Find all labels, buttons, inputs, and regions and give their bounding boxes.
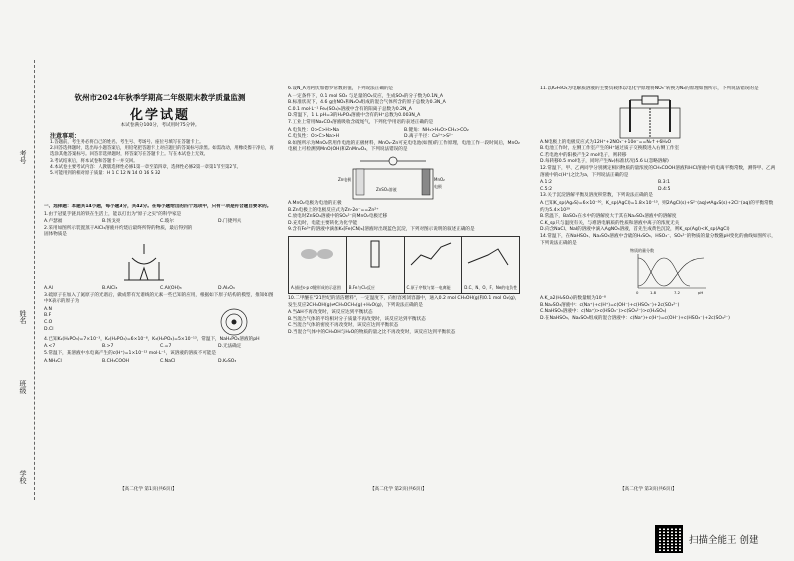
q9-cell-b	[347, 237, 405, 293]
question-11: 11.以K₂FeO₄为电解质溶液的主要负载体以电化学原理将NO₃⁻转换为N₂的原理如图所示，下列说法错误的是	[540, 86, 759, 91]
column-3	[540, 86, 776, 486]
q4-options	[44, 344, 276, 351]
zn-label: Zn电极	[338, 176, 352, 182]
battery-figure	[338, 155, 448, 201]
option: D.4:5	[658, 186, 671, 192]
cell-caption: A.描述s-p σ键形成的示意图	[291, 285, 341, 291]
q5-options	[44, 359, 276, 366]
option: D.充电时，电能主要转化为化学能	[288, 220, 358, 226]
option: A.N	[44, 306, 52, 312]
option: C.0.1 mol·L⁻¹ Fe₂(SO₄)₃溶液中含有的阳离子总数为0.2N_A	[288, 106, 412, 112]
option: A.当ΔH不再改变时，该反应达到平衡状态	[288, 310, 373, 316]
option: D.Al₂O₃	[218, 285, 235, 291]
option: D.向含NaCl、NaI的溶液中滴入AgNO₃溶液，首先生成黄色沉淀，则K_sp(AgI)<K_sp(AgCl)	[540, 227, 730, 233]
question-5: 5.常温下，某溶液中水电离产生的c(H⁺)=1×10⁻¹³ mol·L⁻¹，该溶液的溶质不可能是	[44, 350, 217, 356]
evaporation-apparatus-figure	[104, 240, 184, 286]
page-footer-2: 【高二化学 第2页(共6页)】	[370, 487, 427, 492]
question-14: 14.常温下，在NaHSO₃、Na₂SO₃溶液中含硫的H₂SO₃、HSO₃⁻、SO₃²⁻的物质的量分数随pH变化的曲线如图所示，下列说法正确的是	[540, 233, 776, 246]
question-8: 8.如图所示为MnO₂常用作电池的正极材料，MnO₂-Zn可充电电池(如图)的工作原理，电池工作一段时间后，MnO₂电极上可检测到MnO(OH)和ZnMn₂O₄，下列说法错误的是	[288, 140, 520, 153]
scanner-watermark	[655, 524, 790, 554]
atom-model-figure	[214, 307, 254, 337]
binding-line	[34, 60, 35, 500]
question-7: 7.工业上常用Na₂CO₃溶液吸收含硫尾气，下列化学用语的表述正确的是	[288, 119, 434, 125]
option: D.门捷列夫	[218, 219, 242, 225]
option: C.5:2	[540, 186, 553, 192]
speciation-curves	[630, 248, 710, 296]
option: B.Na₂SO₃溶液中：c(Na⁺)+c(H⁺)=c(OH⁻)+c(HSO₃⁻)+2c(SO₃²⁻)	[540, 302, 680, 308]
option: B.汤戈亮	[102, 219, 121, 225]
q2-options	[44, 286, 276, 293]
question-13: 13.关于沉淀溶解平衡及溶度积常数，下列说法正确的是	[540, 193, 653, 199]
exam-no-label: 考号	[19, 150, 27, 164]
battery-diagram	[338, 155, 448, 201]
option: A.NH₄Cl	[44, 358, 62, 364]
option: C.玻尔	[160, 219, 174, 225]
option: D.当混合气体中的CH₃OH与H₂O的物质的量之比不再改变时，该反应达到平衡状态	[288, 329, 456, 335]
option: B.>7	[102, 344, 114, 350]
q7-options	[288, 128, 520, 141]
option: D.每转移0.5 mol电子，同时产生N₂(标准状况)5.6 L(忽略溶解)	[540, 159, 669, 165]
q9-cell-c	[405, 237, 463, 293]
question-1: 1.由于冠冕手链具的铁在生活上，能以打出为"原子之实"的科学家是	[44, 211, 182, 217]
option: B.AlCl₃	[102, 285, 118, 291]
exam-meta: 本试卷满分100分，考试用时75分钟。	[120, 123, 200, 128]
q1-options	[44, 219, 276, 226]
note-item: 4.本试卷主要考试内容：人教版选择性必修1第一章至第四章，选择性必修2第一章第1节至第2节。	[50, 164, 241, 170]
page-footer-1: 【高二化学 第1页(共6页)】	[120, 487, 177, 492]
q9-cell-a	[289, 237, 347, 293]
question-9: 9.含有Fe³⁺的溶液中滴加K₃[Fe(CN)₆]溶液时出现蓝色沉淀，下列对图示说明的叙述正确的是	[288, 227, 475, 233]
cell-caption: B.Fe与Cl₂反应	[348, 285, 375, 291]
subject-title: 化学试题	[129, 108, 190, 123]
ionization-chart	[405, 237, 461, 271]
page-footer-3: 【高二化学 第3页(共6页)】	[620, 487, 677, 492]
notes-list	[50, 140, 274, 177]
question-4: 4.已知K₁(H₂PO₃)=7×10⁻³，K₂(H₂PO₃)=6×10⁻⁸，K₃(H₂PO₄)=5×10⁻¹³，常温下，NaH₂PO₄溶液的pH	[44, 336, 260, 342]
option: A.K_a2(H₂SO₃)的数量级为10⁻⁸	[540, 296, 606, 302]
question-3: 3.硫原子在加入了氮原子的光谱后，做成带有光谱线的元素一些已知的应用，根据如下原子结构的模型，推知如图中X表示的原子为	[44, 292, 274, 305]
chart-tick: 1.8	[650, 290, 657, 296]
question-6: 6.设N_A为阿伏加德罗常数的值，下列说法正确的是	[288, 86, 394, 91]
option: B.标准状况下，4.6 g由NO₂和N₂O₄组成的混合气体所含的原子总数为0.3N_A	[288, 100, 446, 106]
option: C.若电池中的阳极产生2 mol电子，则转移	[540, 152, 627, 158]
binding-strip	[4, 60, 38, 500]
option: C.NaHSO₃溶液中：c(Na⁺)>c(HSO₃⁻)>c(SO₃²⁻)>c(H₂SO₃)	[540, 309, 667, 315]
option: A.1:2	[540, 180, 552, 186]
q12-options	[540, 180, 776, 193]
electronegativity-chart	[462, 237, 518, 271]
notes-heading: 注意事项：	[50, 133, 81, 140]
option: C.Al(OH)₃	[160, 285, 182, 291]
option: C.O	[44, 319, 53, 325]
mno2-label: MnO₂电极	[434, 176, 445, 189]
option: C.NaCl	[160, 358, 176, 364]
cell-caption: D.C、N、O、F、Ne的电负性	[464, 285, 518, 291]
question-2: 2.采用如图所示装置蒸干AlCl₃溶液并灼烧后最终所得的物质，最后得到的固体物质是	[44, 225, 193, 238]
option: B.Zn电极上的电极反应式为Zn-2e⁻==Zn²⁺	[288, 207, 379, 213]
test-tube-diagram	[347, 237, 403, 271]
class-label: 班级	[19, 380, 27, 394]
chart-tick: 7.2	[674, 290, 681, 296]
option: C.放电时ZnSO₄溶液中的SO₄²⁻向MnO₂电极迁移	[288, 214, 388, 220]
orbital-diagram	[289, 237, 345, 271]
qr-code-icon	[655, 525, 683, 553]
option: B.3:1	[658, 180, 671, 186]
cell-caption: C.原子序数与第一电离能	[406, 285, 451, 291]
option: D.离子半径：Ca²⁺>S²⁻	[404, 134, 454, 140]
option: A.卢瑟福	[44, 219, 63, 225]
chart-xlabel: pH	[698, 290, 704, 296]
option: A.MnO₂电极为电池的正极	[288, 200, 342, 206]
option: B.键角：NH₃>H₂O>CH₄>CO₂	[404, 127, 469, 133]
option: A.N电极上的电极反应式为12H⁺+2NO₃⁻+10e⁻==N₂↑+6H₂O	[540, 139, 672, 145]
question-12: 12.常温下，甲、乙两同学分别测定相同物质的量浓度的CH₃COOH溶液和HCl溶液中的电离平衡常数，测得甲、乙两溶液中的c(H⁺)之比为a，下列说法正确的是	[540, 165, 776, 178]
option: D.在NaHSO₃、Na₂SO₃组成的混合溶液中：c(Na⁺)+c(H⁺)=c(OH⁻)+c(HSO₃⁻)+2c(SO₃²⁻)	[540, 315, 730, 321]
note-item: 2.回答选择题时，选出每小题答案后，用铅笔把答题卡上对应题目的答案标号涂黑。如需改动，用橡皮擦干净后，再选涂其他答案标号。回答非选择题时，将答案写在答题卡上。写在本试卷上无效。	[50, 146, 274, 158]
speciation-chart	[630, 248, 710, 296]
option: B.常温下，BaSO₄在水中的溶解度大于其在Na₂SO₄溶液中的溶解度	[540, 214, 677, 220]
option: C.=7	[160, 344, 172, 350]
question-10: 10.二甲醚在"21世纪的清洁燃料"，一定温度下，向恒容密闭容器中，通入0.2 mol CH₃OH(g)和0.1 mol O₂(g)，发生反应2CH₃OH(g)⇌CH₃OCH₃(g)+H₂O(g)，下列说法正确的是	[288, 295, 520, 308]
option: C.电负性：O>C>Na>H	[288, 134, 340, 140]
option: C.当混合气体的密度不再改变时，该反应达到平衡状态	[288, 323, 399, 329]
option: B.CH₃COOH	[102, 358, 130, 364]
chart-tick: 0	[636, 290, 639, 296]
option: A.一定条件下，0.1 mol SO₂ 与足量的O₂反应，生成SO₃的分子数为0.1N_A	[288, 93, 444, 99]
option: D.K₂SO₃	[218, 358, 237, 364]
note-item: 1.答题前，考生务必将自己的姓名、考生号、考场号、座位号填写在答题卡上。	[50, 140, 204, 145]
q9-figure-table	[288, 236, 520, 294]
electrolyte-label: ZnSO₄溶液	[376, 186, 397, 192]
note-item: 3.考试结束后，将本试卷和答题卡一并交回。	[50, 158, 138, 164]
option: D.Cl	[44, 326, 54, 332]
option: A.已知K_sp(Ag₂S)=6×10⁻⁵⁰，K_sp(AgCl)=1.8×10⁻¹⁰，则2AgCl(s)+S²⁻(aq)⇌Ag₂S(s)+2Cl⁻(aq)的平衡常数约为5.4×10²⁹	[540, 200, 774, 213]
name-label: 姓名	[19, 310, 27, 324]
option: D.常温下，1 L pH=3的H₂PO₄溶液中含有的H⁺总数为0.003N_A	[288, 113, 421, 119]
option: A.<7	[44, 344, 56, 350]
option: A.电负性：O>C>H>Na	[288, 127, 339, 133]
option: B.电池工作时，左侧工作室产生的H⁺通过质子交换膜进入右侧工作室	[540, 146, 680, 152]
option: D.无法确定	[218, 344, 242, 350]
electrolysis-figure	[610, 94, 690, 140]
option: C.K_sp只与温度有关，与难溶电解质的性质和溶液中离子的浓度无关	[540, 220, 680, 226]
option: B.当混合气体的平均相对分子质量不再改变时，该反应达到平衡状态	[288, 316, 426, 322]
column-1	[44, 204, 276, 484]
section-heading: 一、选择题：本题共14小题，每小题3分，共42分。在每小题给出的四个选项中，只有一项是符合题目要求的。	[44, 204, 272, 209]
scanner-label: 扫描全能王 创建	[689, 535, 759, 546]
note-item: 5.可能用到的相对原子质量：H 1 C 12 N 14 O 16 S 32	[50, 171, 161, 177]
exam-title: 钦州市2024年秋季学期高二年级期末教学质量监测	[74, 93, 246, 102]
option: B.F	[44, 313, 52, 319]
column-2	[288, 86, 520, 486]
school-label: 学校	[19, 470, 27, 484]
chart-ylabel: 物质的量分数	[630, 248, 654, 254]
q9-cell-d	[462, 237, 519, 293]
option: A.Al	[44, 285, 53, 291]
